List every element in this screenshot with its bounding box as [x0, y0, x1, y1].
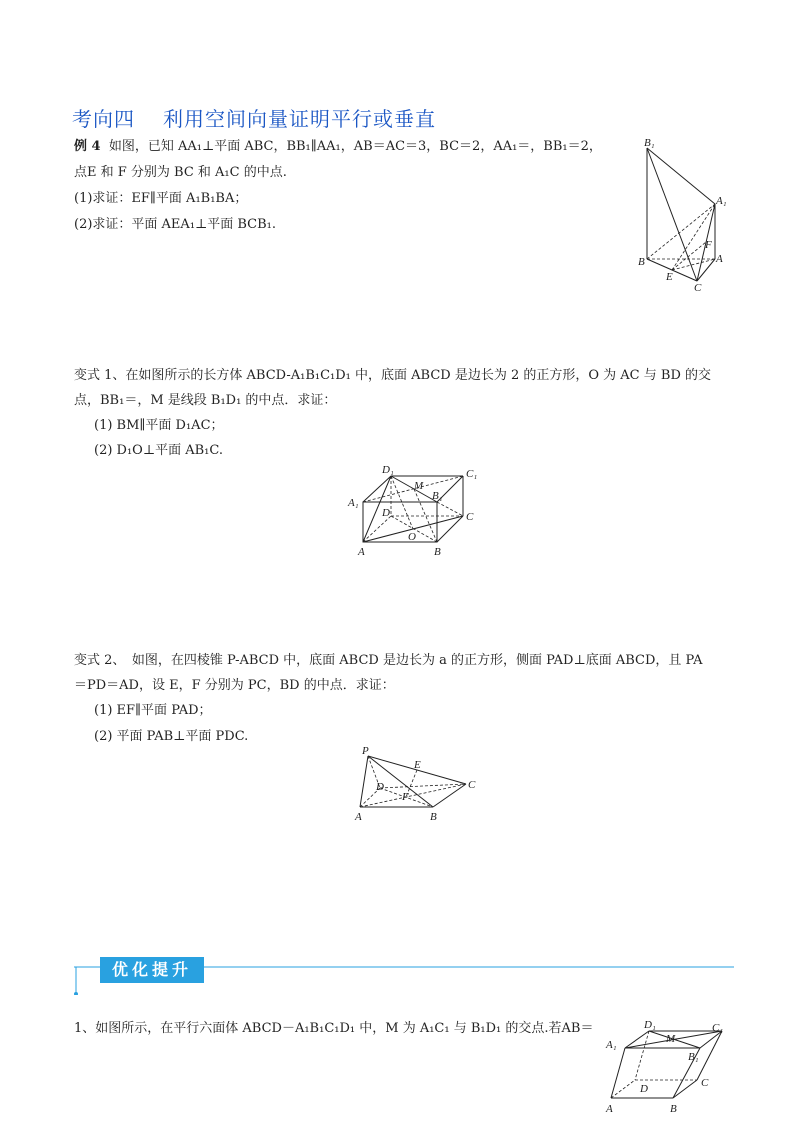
fig1-label-C: C: [694, 282, 702, 294]
fig3-label-D: D: [376, 781, 384, 793]
variant1-line1: 变式 1、在如图所示的长方体 ABCD-A₁B₁C₁D₁ 中，底面 ABCD 是边长为 2 的正方形，O 为 AC 与 BD 的交: [74, 368, 711, 383]
fig4-label-B: B: [670, 1103, 677, 1115]
fig3-label-E: E: [414, 759, 421, 771]
fig1-label-A: A: [716, 253, 723, 265]
fig1-label-A1: A₁: [716, 195, 727, 207]
fig1-label-B: B: [638, 256, 645, 268]
fig2-label-B1: B₁: [432, 490, 443, 502]
section-title-part1: 考向四: [72, 107, 135, 131]
variant1-question1: (1) BM∥平面 D₁AC；: [94, 418, 224, 433]
figure-parallelepiped: [600, 1018, 740, 1118]
fig3-label-A: A: [355, 811, 362, 823]
variant1-question2: (2) D₁O⊥平面 AB₁C.: [94, 443, 223, 458]
fig2-label-D1: D₁: [382, 464, 394, 476]
section-banner-label: 优化提升: [100, 957, 204, 983]
example4-question1: (1)求证：EF∥平面 A₁B₁BA；: [74, 191, 248, 206]
fig3-label-C: C: [468, 779, 476, 791]
fig3-label-F: F: [402, 791, 409, 803]
example4-question2: (2)求证：平面 AEA₁⊥平面 BCB₁.: [74, 217, 277, 232]
fig4-label-C: C: [701, 1077, 709, 1089]
fig1-label-B1: B₁: [644, 137, 655, 149]
fig4-label-C1: C₁: [712, 1022, 724, 1034]
fig4-label-D: D: [640, 1083, 648, 1095]
figure-cuboid: [346, 460, 486, 566]
section-title-part2: 利用空间向量证明平行或垂直: [163, 107, 436, 131]
variant2-line2: ＝PD＝AD，设 E，F 分别为 PC，BD 的中点．求证：: [74, 678, 395, 693]
fig2-label-O: O: [408, 531, 416, 543]
example4-label: 例 4: [74, 139, 101, 154]
fig2-label-D: D: [382, 507, 390, 519]
fig2-label-C: C: [466, 511, 474, 523]
problem1-line1: 1、如图所示，在平行六面体 ABCD－A₁B₁C₁D₁ 中，M 为 A₁C₁ 与 B₁D₁ 的交点.若AB＝: [74, 1021, 594, 1036]
fig2-label-A1: A₁: [348, 497, 359, 509]
fig4-label-A: A: [606, 1103, 613, 1115]
fig2-label-B: B: [434, 546, 441, 558]
fig3-label-P: P: [362, 745, 369, 757]
variant2-question1: (1) EF∥平面 PAD；: [94, 703, 212, 718]
fig4-label-D1: D₁: [644, 1019, 656, 1031]
fig2-label-M: M: [414, 480, 424, 492]
example4-text1: 如图，已知 AA₁⊥平面 ABC，BB₁∥AA₁，AB＝AC＝3，BC＝2，AA₁＝，BB₁＝2，: [108, 139, 602, 154]
fig4-label-M: M: [666, 1033, 676, 1045]
fig1-label-F: F: [705, 239, 712, 251]
variant2-line1: 变式 2、 如图，在四棱锥 P-ABCD 中，底面 ABCD 是边长为 a 的正方形，侧面 PAD⊥底面 ABCD，且 PA: [74, 653, 703, 668]
fig2-label-C1: C₁: [466, 468, 478, 480]
figure-prism: [630, 134, 730, 294]
example4-line1: [74, 137, 602, 157]
variant1-line2: 点，BB₁＝，M 是线段 B₁D₁ 的中点．求证：: [74, 393, 337, 408]
fig4-label-A1: A₁: [606, 1039, 617, 1051]
figure-pyramid: [350, 744, 480, 824]
example4-line2: 点E 和 F 分别为 BC 和 A₁C 的中点.: [74, 165, 287, 180]
variant2-question2: (2) 平面 PAB⊥平面 PDC.: [94, 729, 249, 744]
fig3-label-B: B: [430, 811, 437, 823]
fig1-label-E: E: [666, 271, 673, 283]
section-title: [72, 103, 436, 132]
fig4-label-B1: B₁: [688, 1051, 699, 1063]
fig2-label-A: A: [358, 546, 365, 558]
